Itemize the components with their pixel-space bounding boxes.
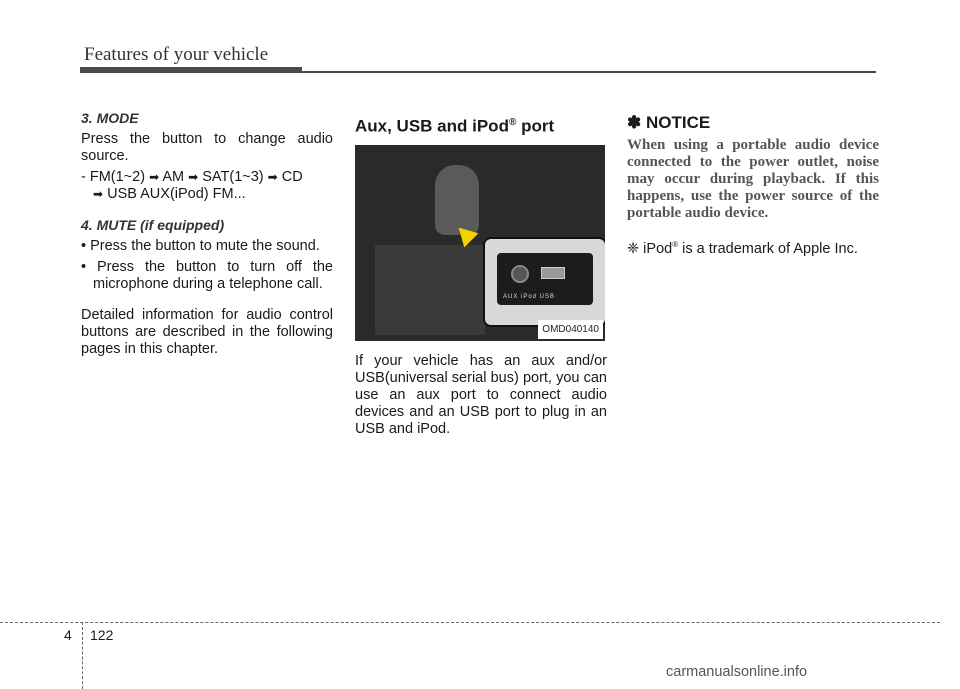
footer-divider	[82, 622, 83, 689]
seq-fm: - FM(1~2)	[81, 169, 146, 185]
console-area	[375, 245, 485, 335]
mute-bullet-1: • Press the button to mute the sound.	[81, 238, 320, 254]
mode-title: 3. MODE	[81, 110, 139, 126]
chapter-number: 4	[64, 627, 72, 643]
page-header-title: Features of your vehicle	[84, 44, 269, 65]
mute-bullet-2: • Press the button to turn off the microphone during a telephone call.	[81, 259, 333, 292]
mode-sequence-cont	[81, 186, 333, 203]
photo-caption: OMD040140	[538, 320, 603, 339]
port-inset	[483, 237, 605, 327]
detail-paragraph: Detailed information for audio control buttons are described in the following pages in this chapter.	[81, 307, 333, 357]
page-number: 122	[90, 627, 114, 643]
mode-description: Press the button to change audio source.	[81, 131, 333, 164]
column-right	[627, 110, 879, 258]
header-bar	[80, 67, 302, 73]
mode-sequence	[81, 169, 333, 186]
watermark: carmanualsonline.info	[666, 664, 808, 680]
port-label: AUX iPod USB	[503, 293, 556, 300]
footer-rule	[0, 622, 940, 623]
section-title: Aux, USB and iPod® port	[355, 116, 555, 136]
port-description: If your vehicle has an aux and/or USB(universal serial bus) port, you can use an aux port to connect audio devices and an USB port to plug in an USB and iPod.	[355, 352, 607, 437]
seq-cd: CD	[281, 169, 303, 185]
arrow-right-icon: ➡	[188, 170, 199, 184]
seq-am: AM	[162, 169, 185, 185]
seq-sat: SAT(1~3)	[202, 169, 264, 185]
mute-title: 4. MUTE (if equipped)	[81, 217, 225, 233]
arrow-right-icon: ➡	[149, 170, 160, 184]
notice-title: ✽ NOTICE	[627, 113, 711, 132]
arrow-right-icon: ➡	[93, 187, 104, 201]
usb-port-icon	[541, 267, 565, 279]
port-panel	[497, 253, 593, 305]
console-photo	[355, 145, 605, 341]
seq-usb: USB AUX(iPod) FM...	[107, 186, 246, 202]
notice-body: When using a portable audio device connected to the power outlet, noise may occur during playback. If this happens, use the power source of the portable audio device.	[627, 137, 879, 221]
aux-port-icon	[511, 265, 529, 283]
header-rule	[302, 71, 876, 73]
arrow-right-icon: ➡	[267, 170, 278, 184]
column-left	[81, 110, 333, 358]
column-middle	[355, 110, 607, 438]
gear-shifter	[435, 165, 479, 235]
trademark-note: ❈ iPod® is a trademark of Apple Inc.	[627, 240, 858, 257]
